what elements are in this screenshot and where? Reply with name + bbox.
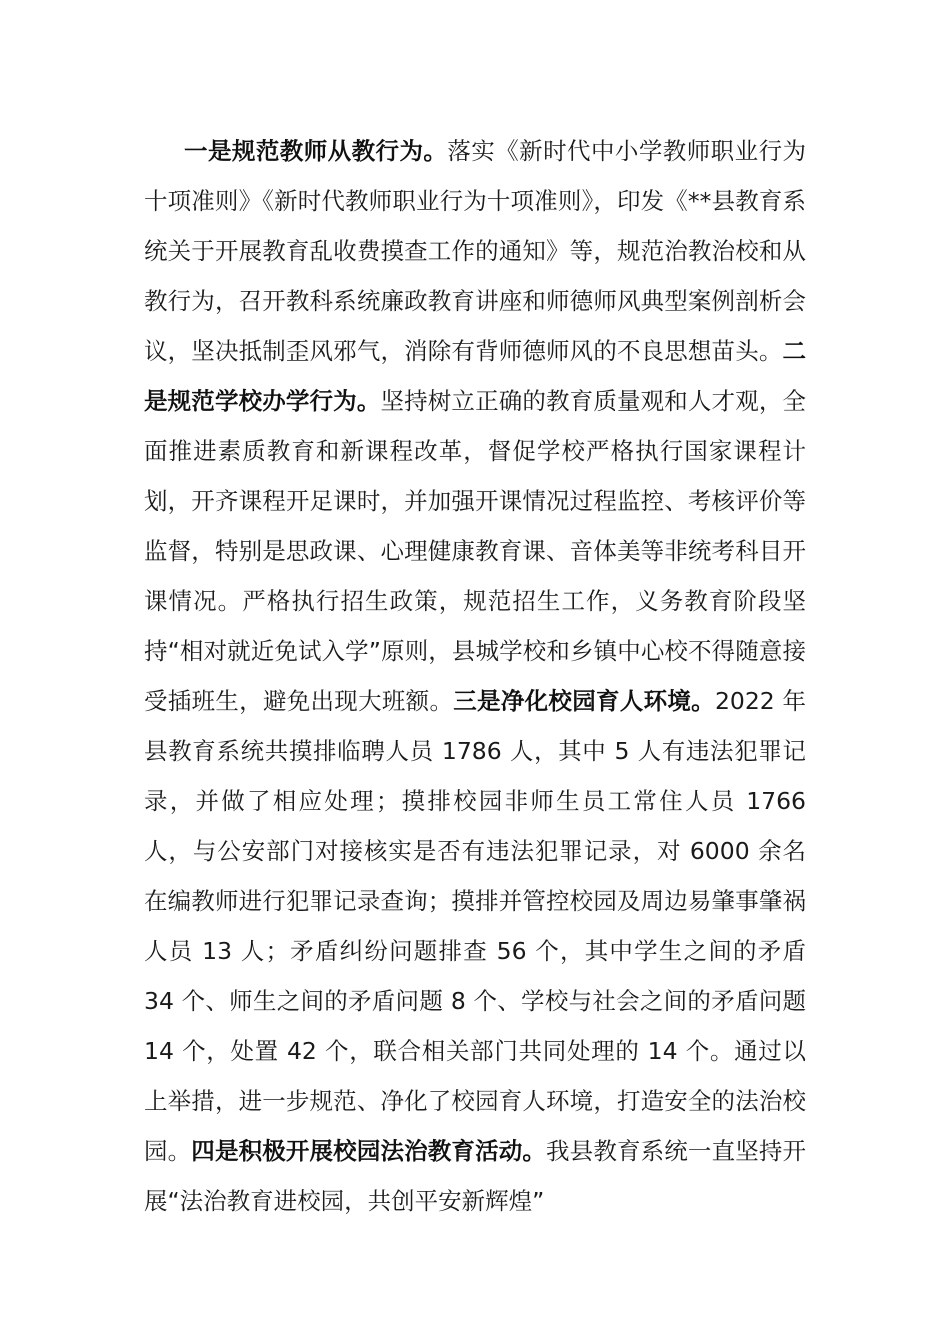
paragraph-text-4: 我县教育系统一直坚持开展“法治教育进校园，共创平安新辉煌” — [144, 1137, 807, 1215]
heading-2: 二是规范学校办学行为。 — [144, 337, 806, 415]
paragraph-text-2: 坚持树立正确的教育质量观和人才观，全面推进素质教育和新课程改革，督促学校严格执行国家课程计划，开齐课程开足课时，并加强开课情况过程监控、考核评价等监督，特别是思政课、心理健康教育课、音体美等非统考科目开课情况。严格执行招生政策，规范招生工作，义务教育阶段坚持“相对就近免试入学”原则，县城学校和乡镇中心校不得随意接受插班生，避免出现大班额。 — [144, 387, 807, 715]
heading-1: 一是规范教师从教行为。 — [184, 137, 448, 165]
body-paragraph — [144, 126, 806, 1226]
heading-3: 三是净化校园育人环境。 — [453, 687, 715, 715]
paragraph-text-1: 落实《新时代中小学教师职业行为十项准则》《新时代教师职业行为十项准则》，印发《**县教育系统关于开展教育乱收费摸查工作的通知》等，规范治教治校和从教行为，召开教科系统廉政教育讲座和师德师风典型案例剖析会议，坚决抵制歪风邪气，消除有背师德师风的不良思想苗头。 — [144, 137, 807, 365]
heading-4: 四是积极开展校园法治教育活动。 — [191, 1137, 547, 1165]
paragraph-text-3: 2022 年县教育系统共摸排临聘人员 1786 人，其中 5 人有违法犯罪记录，并做了相应处理；摸排校园非师生员工常住人员 1766 人，与公安部门对接核实是否有违法犯罪记录，对 6000 余名在编教师进行犯罪记录查询；摸排并管控校园及周边易肇事肇祸人员 13 人；矛盾纠纷问题排查 56 个，其中学生之间的矛盾 34 个、师生之间的矛盾问题 8 个、学校与社会之间的矛盾问题 14 个，处置 42 个，联合相关部门共同处理的 14 个。通过以上举措，进一步规范、净化了校园育人环境，打造安全的法治校园。 — [144, 687, 807, 1165]
